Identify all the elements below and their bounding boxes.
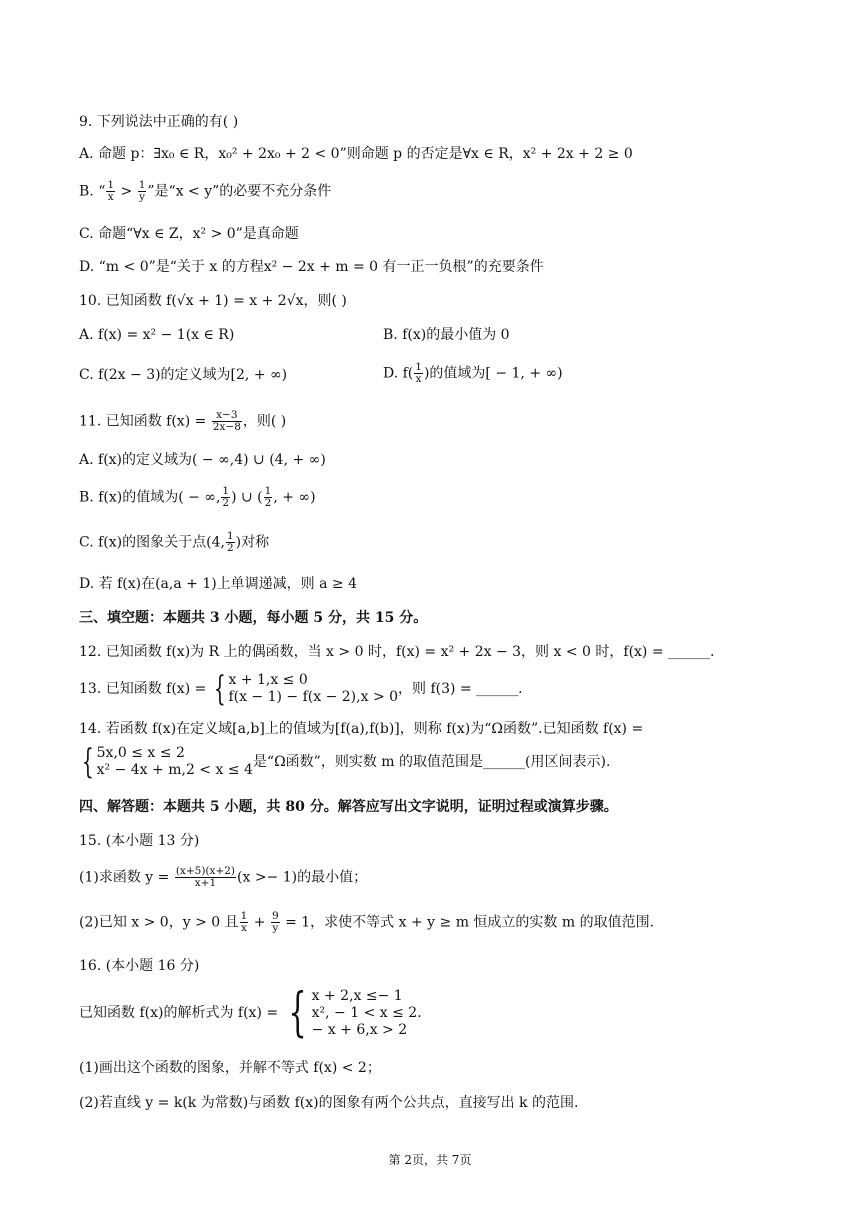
q11-option-a: A. f(x)的定义域为( − ∞,4) ∪ (4, + ∞)	[79, 452, 326, 468]
q10-option-c: C. f(2x − 3)的定义域为[2, + ∞)	[79, 367, 288, 383]
page-footer: 第 2页，共 7页	[388, 1153, 472, 1167]
fraction: $\frac{x-3}{2x-8}$	[212, 409, 241, 433]
fraction: $\frac{1}{x}$	[107, 179, 115, 203]
q9-option-d: D. “m < 0”是“关于 x 的方程x² − 2x + m = 0 有一正一负根”的充要条件	[79, 259, 544, 275]
section-heading-fill-in: 三、填空题：本题共 3 小题，每小题 5 分，共 15 分。	[79, 610, 428, 626]
q11-stem: 11. 已知函数 f(x) = $\frac{x-3}{2x-8}$ ，则( )	[79, 409, 287, 433]
q10-option-d: D. f( $\frac{1}{x}$ )的值域为[ − 1, + ∞)	[383, 361, 563, 385]
left-brace: {	[81, 742, 94, 782]
q16-definition: 已知函数 f(x)的解析式为 f(x) = { x + 2,x ≤− 1 x², − 1 < x ≤ 2. − x + 6,x > 2	[79, 983, 422, 1043]
piecewise-cases: x + 1,x ≤ 0 f(x − 1) − f(x − 2),x > 0	[228, 672, 399, 705]
q10-option-b: B. f(x)的最小值为 0	[383, 327, 510, 343]
fraction: $\frac{1}{y}$	[138, 179, 146, 203]
fraction: $\frac{1}{x}$	[415, 361, 422, 385]
q14-line2: { 5x,0 ≤ x ≤ 2 x² − 4x + m,2 < x ≤ 4 是“Ω函数”，则实数 m 的取值范围是______(用区间表示).	[81, 742, 611, 782]
q11-option-d: D. 若 f(x)在(a,a + 1)上单调递减，则 a ≥ 4	[79, 576, 358, 592]
q9-stem: 9. 下列说法中正确的有( )	[79, 114, 239, 130]
fraction: $\frac{1}{2}$	[264, 485, 272, 509]
q9-option-a: A. 命题 p：∃x₀ ∈ R，x₀² + 2x₀ + 2 < 0”则命题 p 的否定是∀x ∈ R，x² + 2x + 2 ≥ 0	[79, 146, 633, 162]
piecewise-cases: x + 2,x ≤− 1 x², − 1 < x ≤ 2. − x + 6,x > 2	[311, 987, 422, 1038]
q9-option-c: C. 命题“∀x ∈ Z，x² > 0”是真命题	[79, 226, 299, 242]
fraction: $\frac{(x+5)(x+2)}{x+1}$	[175, 865, 236, 889]
fraction: $\frac{9}{y}$	[271, 910, 279, 934]
q10-option-a: A. f(x) = x² − 1(x ∈ R)	[79, 327, 235, 343]
piecewise-cases: 5x,0 ≤ x ≤ 2 x² − 4x + m,2 < x ≤ 4	[96, 745, 253, 778]
q13: 13. 已知函数 f(x) = { x + 1,x ≤ 0 f(x − 1) − f(x − 2),x > 0 ，则 f(3) = ______.	[79, 669, 523, 709]
q11-option-c: C. f(x)的图象关于点(4, $\frac{1}{2}$ )对称	[79, 530, 270, 554]
left-brace: {	[287, 983, 307, 1043]
q15-part2: (2)已知 x > 0，y > 0 且 $\frac{1}{x}$ + $\frac{9}{y}$ = 1，求使不等式 x + y ≥ m 恒成立的实数 m 的取值范围.	[79, 910, 655, 934]
fraction: $\frac{1}{2}$	[222, 485, 230, 509]
fraction: $\frac{1}{2}$	[226, 530, 234, 554]
left-brace: {	[213, 669, 226, 709]
q14-line1: 14. 若函数 f(x)在定义域[a,b]上的值域为[f(a),f(b)]，则称 f(x)为“Ω函数”.已知函数 f(x) =	[79, 721, 644, 737]
q12: 12. 已知函数 f(x)为 R 上的偶函数，当 x > 0 时，f(x) = x² + 2x − 3，则 x < 0 时，f(x) = ______.	[79, 644, 715, 660]
q15-part1: (1)求函数 y = $\frac{(x+5)(x+2)}{x+1}$ (x >− 1)的最小值；	[79, 865, 368, 889]
fraction: $\frac{1}{x}$	[240, 910, 248, 934]
q11-option-b: B. f(x)的值域为( − ∞, $\frac{1}{2}$ ) ∪ ( $\frac{1}{2}$ , + ∞)	[79, 485, 316, 509]
q16-part2: (2)若直线 y = k(k 为常数)与函数 f(x)的图象有两个公共点，直接写出 k 的范围.	[79, 1095, 579, 1111]
q16-header: 16. (本小题 16 分)	[79, 958, 200, 974]
section-heading-answers: 四、解答题：本题共 5 小题，共 80 分。解答应写出文字说明，证明过程或演算步骤。	[79, 799, 618, 815]
q15-header: 15. (本小题 13 分)	[79, 833, 200, 849]
q16-part1: (1)画出这个函数的图象，并解不等式 f(x) < 2；	[79, 1060, 381, 1076]
q10-stem: 10. 已知函数 f(√x + 1) = x + 2√x，则( )	[79, 293, 347, 309]
q9-option-b: B. “ $\frac{1}{x}$ > $\frac{1}{y}$ ”是“x < y”的必要不充分条件	[79, 179, 332, 203]
